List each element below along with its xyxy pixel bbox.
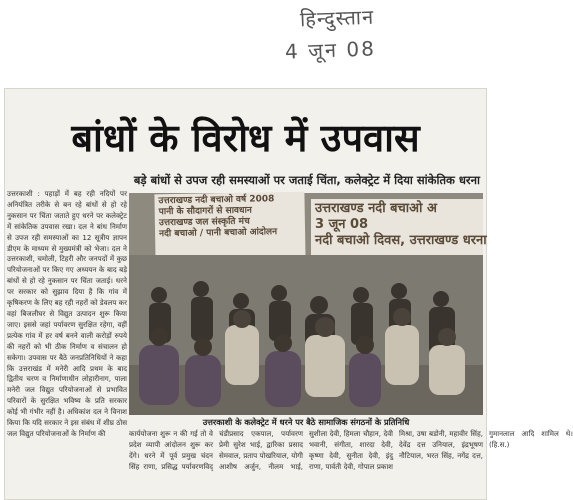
news-photo: [129, 193, 487, 415]
article-body-left: उत्तरकाशी : पहाड़ों में बह रही नदियों पर अनियंत्रित तरीके से बन रहे बांधों से हो रहे नुकसान पर चिंता जताते हुए धरने पर कलेक्ट्रेट में सांकेतिक उपवास रखा। दल ने बांध निर्माण से उपज रही समस्याओं का 12 सूत्रीय ज्ञापन डीएम के माध्यम से मुख्यमंत्री को भेजा। दल ने उत्तरकाशी, चमोली, टिहरी और जनपदों में कुछ परियोजनाओं पर किए गए अध्ययन के बाद बड़े बांधों से हो रहे नुकसान पर चिंता जताई। धरने पर सरकार को सुझाव दिया है कि गांव में कृषिकरण के लिए बह रही नहरों को डेवलप कर वहां बिजलीघर से विद्युत उत्पादन शुरू किया जाए। इससे जहां पर्यावरण सुरक्षित रहेगा, वहीं प्रत्येक गांव में हर वर्ष बनने वाली करोड़ों रुपये की नहरों को भी ठीक निर्माण व संचालन हो सकेगा। उपवास पर बैठे जनप्रतिनिधियों ने कहा कि उत्तराखंड में मनेरी आदि प्रथम के बाद द्वितीय चरण व निर्माणाधीन लोहारीनाग, पाला मनेरी जल विद्युत परियोजनाओं से प्रभावित परिवारों के सुरक्षित भविष्य के प्रति सरकार कोई भी गंभीर नहीं है। अधिकांश दल ने विनाश किया कि यदि सरकार ने इस संबंध में शीघ्र ठोस जल विद्युत परियोजनाओं के निर्माण की: [7, 189, 127, 438]
handwritten-date: 4 जून 08: [284, 36, 377, 64]
article-subhead: बड़े बांधों से उपज रही समस्याओं पर जताई चिंता, कलेक्ट्रेट में दिया सांकेतिक धरना: [133, 173, 480, 187]
newspaper-clipping: [4, 88, 573, 500]
photo-banner-left: उत्तराखण्ड नदी बचाओ वर्ष 2008 पानी के सौदागरों से सावधान उत्तराखण्ड जल संस्कृति मंच नदी बचाओ / पानी बचाओ आंदोलन: [154, 192, 305, 265]
photo-banner-right: उत्तराखण्ड नदी बचाओ अ 3 जून 08 नदी बचाओ दिवस, उत्तराखण्ड धरना: [311, 199, 483, 255]
photo-caption: उत्तरकाशी के कलेक्ट्रेट में धरने पर बैठे सामाजिक संगठनों के प्रतिनिधि: [202, 417, 410, 427]
article-body-bottom: कार्ययोजना शुरू न की गई तो वे प्रदेश व्यापी आंदोलन शुरू कर देंगे। धरने में पूर्व प्रमुख चंदन सिंह राणा, प्रसिद्ध पर्यावरणविद् चंडीप्रसाद एकपाल, पर्यावरण प्रेमी सुरेश भाई, द्वारिका प्रसाद सेमवाल, प्रताप पोखरियाल, योगी आशीष अर्जुन, नीलम भाई, सुशीला देवी, हिमला चौहान, देवी भवानी, संगीता, शारदा देवी, कृष्णा देवी, सुनीता देवी, इंदु राणा, पार्वती देवी, गोपाल प्रकाश मिश्रा, उषा बडोनी, महावीर सिंह, देवेंद्र दत्त उनियाल, इंद्रभूषण नौटियाल, भरत सिंह, नगेंद्र दत्त, गुमानलाल आदि शामिल थे। (हि.स.): [129, 429, 573, 471]
protest-crowd-image: [129, 255, 483, 415]
handwritten-source: हिन्दुस्तान: [299, 4, 375, 32]
article-headline: बांधों के विरोध में उपवास: [71, 116, 420, 160]
